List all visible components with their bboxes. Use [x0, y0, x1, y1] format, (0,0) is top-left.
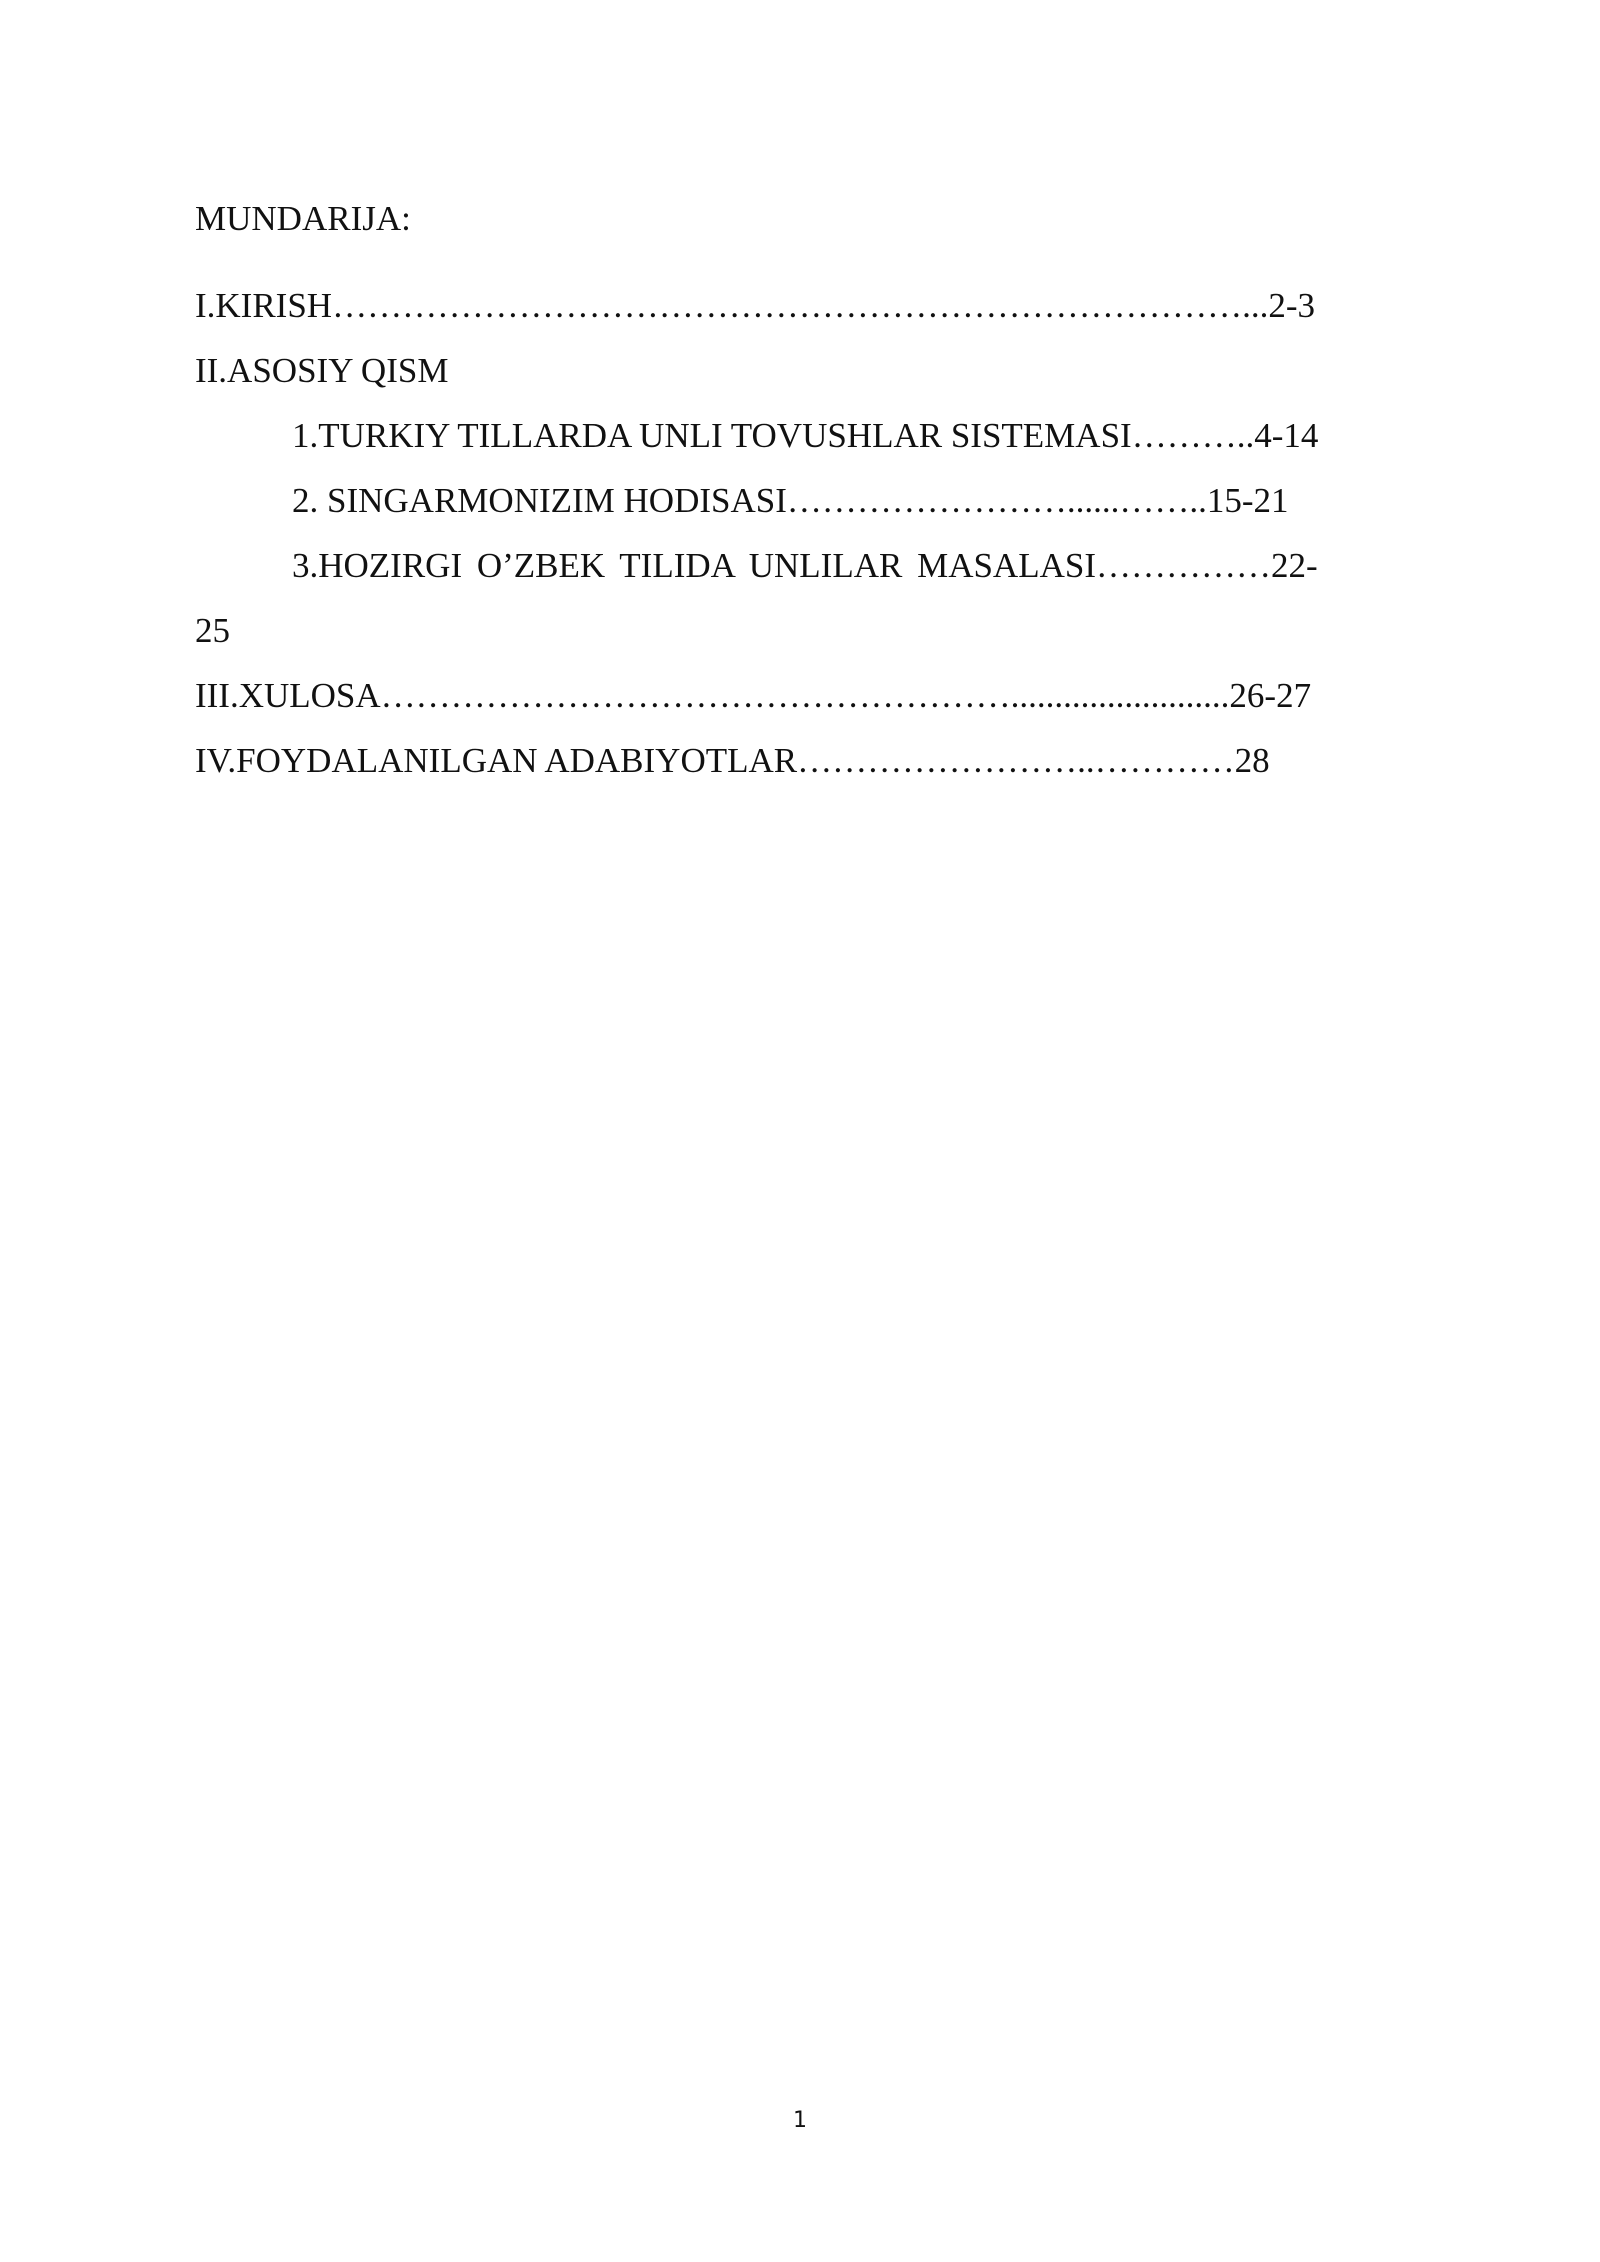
toc-subentry-page-continuation: 25	[195, 611, 230, 650]
toc-entry-asosiy-qism: II.ASOSIY QISM	[195, 351, 449, 390]
toc-entry-foydalanilgan-adabiyotlar: IV.FOYDALANILGAN ADABIYOTLAR……………………..…………28	[195, 741, 1270, 780]
toc-entry-kirish: I.KIRISH……………………………………………………………………...2-3	[195, 286, 1315, 325]
toc-subentry-singarmonizim: 2. SINGARMONIZIM HODISASI……………………......……..15-21	[292, 481, 1289, 520]
toc-subentry-hozirgi-ozbek: 3.HOZIRGI O’ZBEK TILIDA UNLILAR MASALASI……………22-	[292, 546, 1318, 585]
toc-heading: MUNDARIJA:	[195, 199, 411, 238]
toc-entry-xulosa: III.XULOSA……………………………………………….........................26-27	[195, 676, 1312, 715]
page-number: 1	[793, 2108, 807, 2133]
toc-subentry-turkiy-tillarda: 1.TURKIY TILLARDA UNLI TOVUSHLAR SISTEMASI………..4-14	[292, 416, 1319, 455]
